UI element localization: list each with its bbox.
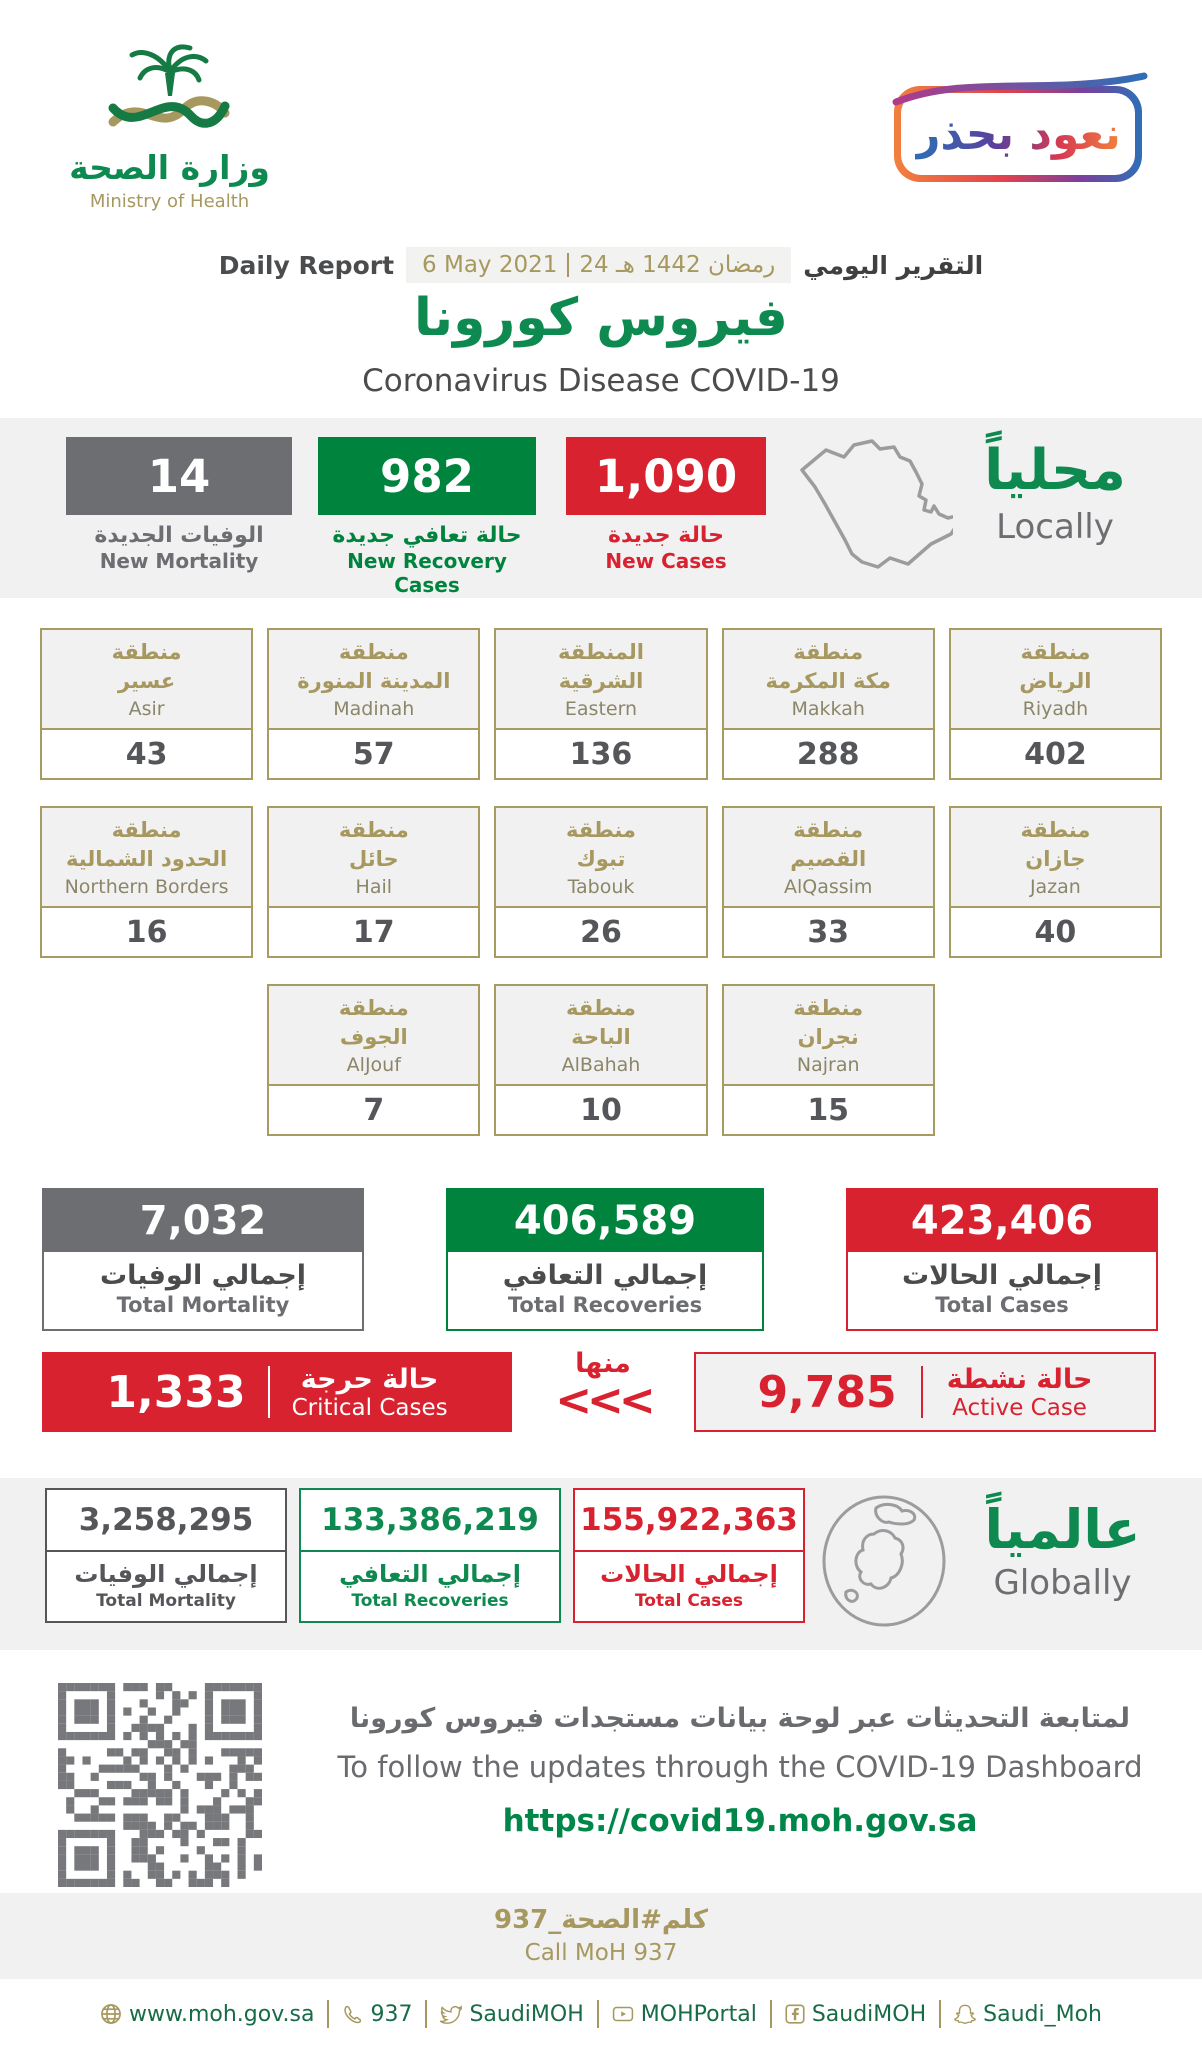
region-value: 57 [269,730,478,778]
dashboard-note-ar: لمتابعة التحديثات عبر لوحة بيانات مستجدات فيروس كورونا [349,1703,1131,1734]
region-card-jazan: منطقة جازان Jazan 40 [949,806,1162,958]
daily-report-label-ar: التقرير اليومي [803,250,984,280]
globe-icon [818,1492,950,1630]
footer-separator [597,2000,599,2028]
link-youtube[interactable]: MOHPortal [612,2002,757,2027]
returning-cautiously-badge [894,86,1142,182]
total-mortality-value: 7,032 [44,1190,362,1252]
divider [268,1366,270,1418]
link-phone-937[interactable]: 937 [342,2002,412,2027]
region-value: 43 [42,730,251,778]
global-cases-card: 155,922,363 إجمالي الحالات Total Cases [573,1488,805,1623]
link-facebook[interactable]: SaudiMOH [785,2002,926,2027]
total-cases-card: 423,406 إجمالي الحالات Total Cases [846,1188,1158,1331]
region-value: 33 [724,908,933,956]
total-cases-value: 423,406 [848,1190,1156,1252]
region-card-tabouk: منطقة تبوك Tabouk 26 [494,806,707,958]
moh-logo [62,42,277,212]
region-card-eastern: المنطقة الشرقية Eastern 136 [494,628,707,780]
date-chip [406,247,791,283]
daily-report-label-en: Daily Report [218,250,395,280]
divider [921,1366,923,1418]
region-value: 16 [42,908,251,956]
locally-heading-en: Locally [996,507,1114,547]
region-card-madinah: منطقة المدينة المنورة Madinah 57 [267,628,480,780]
total-mortality-card: 7,032 إجمالي الوفيات Total Mortality [42,1188,364,1331]
region-value: 402 [951,730,1160,778]
badge-swoosh [888,70,1150,108]
call-moh-en: Call MoH 937 [524,1940,678,1966]
dashboard-note-en: To follow the updates through the COVID-19 Dashboard [337,1750,1143,1784]
region-card-alqassim: منطقة القصيم AlQassim 33 [722,806,935,958]
globally-heading [950,1498,1175,1603]
new-recoveries-value: 982 [318,437,536,515]
globe-grid-icon [100,2003,122,2025]
new-cases-value: 1,090 [566,437,766,515]
region-card-aljouf: منطقة الجوف AlJouf 7 [267,984,480,1136]
new-cases-label-ar: حالة جديدة [608,523,724,548]
local-totals-row [42,1188,1158,1331]
new-recoveries-stat [318,437,536,597]
region-card-asir: منطقة عسير Asir 43 [40,628,253,780]
footer-separator [327,2000,329,2028]
new-cases-label-en: New Cases [605,549,727,573]
regions-grid [40,628,1162,1136]
page-title-arabic: فيروس كورونا [414,288,788,348]
new-recoveries-label-en: New Recovery Cases [347,549,507,597]
footer-links [0,2000,1202,2028]
critical-cases-box: 1,333 حالة حرجة Critical Cases [42,1352,512,1432]
total-recoveries-value: 406,589 [448,1190,762,1252]
new-recoveries-label-ar: حالة تعافي جديدة [332,523,522,548]
page-title-english: Coronavirus Disease COVID-19 [362,363,840,399]
region-card-albahah: منطقة الباحة AlBahah 10 [494,984,707,1136]
link-website[interactable]: www.moh.gov.sa [100,2002,314,2027]
region-value: 288 [724,730,933,778]
snapchat-icon [954,2004,976,2025]
footer-separator [770,2000,772,2028]
phone-icon [342,2004,363,2025]
region-value: 40 [951,908,1160,956]
region-card-northern-borders: منطقة الحدود الشمالية Northern Borders 16 [40,806,253,958]
new-mortality-stat [66,437,292,573]
new-mortality-label-en: New Mortality [99,549,259,573]
footer-separator [425,2000,427,2028]
globally-heading-ar: عالمياً [984,1498,1141,1561]
new-mortality-label-ar: الوفيات الجديدة [94,523,264,548]
region-value: 136 [496,730,705,778]
dashboard-url-link[interactable]: https://covid19.moh.gov.sa [502,1803,978,1839]
of-which-indicator: منها <<< [548,1348,658,1423]
call-moh-ar: كلم#الصحة_937 [494,1905,708,1935]
global-recoveries-value: 133,386,219 [301,1490,559,1552]
gregorian-date: 6 May 2021 [422,252,558,278]
globally-heading-en: Globally [993,1563,1132,1603]
region-value: 10 [496,1086,705,1134]
region-card-riyadh: منطقة الرياض Riyadh 402 [949,628,1162,780]
moh-logo-icon [95,42,245,142]
region-card-hail: منطقة حائل Hail 17 [267,806,480,958]
logo-arabic-name: وزارة الصحة [69,148,270,187]
region-value: 7 [269,1086,478,1134]
region-card-makkah: منطقة مكة المكرمة Makkah 288 [722,628,935,780]
hijri-date: 24 رمضان 1442 هـ [579,252,776,278]
footer-separator [939,2000,941,2028]
twitter-icon [440,2004,462,2025]
link-twitter[interactable]: SaudiMOH [440,2002,583,2027]
report-date-row [0,247,1202,283]
global-recoveries-card: 133,386,219 إجمالي التعافي Total Recoveries [299,1488,561,1623]
locally-heading-ar: محلياً [984,438,1126,503]
global-cases-value: 155,922,363 [575,1490,803,1552]
badge-text: نعود بحذر [915,108,1121,160]
new-mortality-value: 14 [66,437,292,515]
locally-heading [940,438,1170,547]
critical-cases-value: 1,333 [106,1366,246,1418]
global-mortality-card: 3,258,295 إجمالي الوفيات Total Mortality [45,1488,287,1623]
region-value: 15 [724,1086,933,1134]
link-snapchat[interactable]: Saudi_Moh [954,2002,1102,2027]
new-cases-stat [566,437,766,573]
active-cases-box: 9,785 حالة نشطة Active Case [694,1352,1156,1432]
saudi-arabia-map [788,430,953,572]
date-separator [567,253,569,277]
logo-english-name: Ministry of Health [89,191,250,212]
facebook-icon [785,2004,805,2024]
region-card-najran: منطقة نجران Najran 15 [722,984,935,1136]
total-recoveries-card: 406,589 إجمالي التعافي Total Recoveries [446,1188,764,1331]
global-mortality-value: 3,258,295 [47,1490,285,1552]
left-chevrons-icon: <<< [555,1375,651,1426]
youtube-icon [612,2004,634,2024]
qr-code [58,1683,262,1891]
region-value: 17 [269,908,478,956]
region-value: 26 [496,908,705,956]
active-cases-value: 9,785 [757,1366,897,1418]
